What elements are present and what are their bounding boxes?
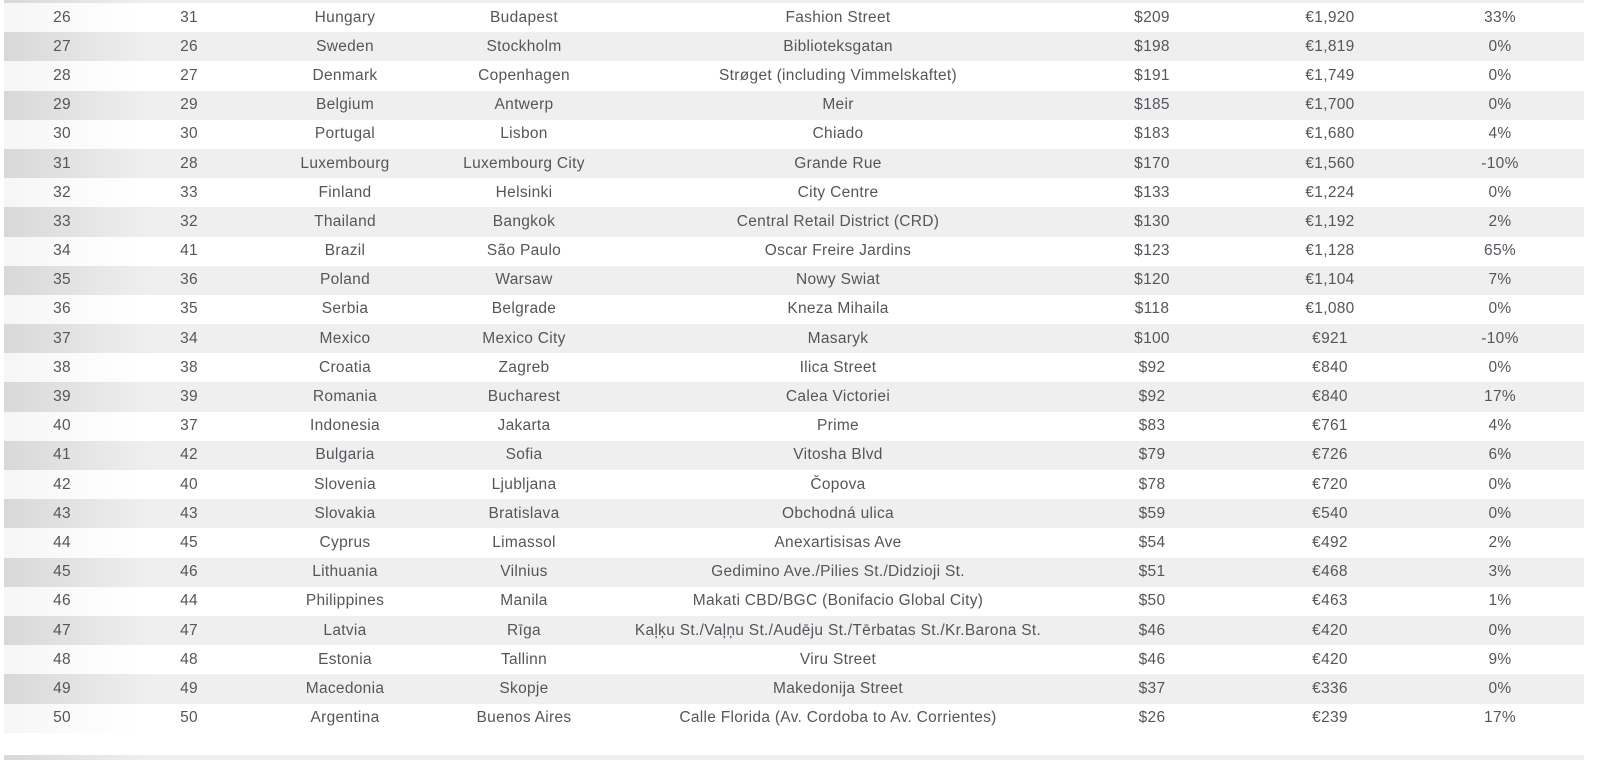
cell-country: Bulgaria [315, 446, 375, 464]
cell-rank: 35 [53, 271, 71, 289]
cell-country: Indonesia [310, 417, 380, 435]
cell-previous-rank: 44 [180, 592, 198, 610]
table-row [4, 441, 1584, 470]
table-row [4, 324, 1584, 353]
cell-city: Helsinki [495, 183, 553, 201]
cell-country: Slovakia [314, 504, 376, 522]
cell-country: Estonia [318, 650, 372, 668]
cell-city: Lisbon [500, 125, 548, 143]
cell-rent-usd: $185 [1134, 96, 1170, 114]
cell-street: Calea Victoriei [785, 388, 891, 406]
cell-previous-rank: 39 [180, 388, 198, 406]
cell-previous-rank: 41 [180, 242, 198, 260]
cell-rent-usd: $46 [1138, 621, 1166, 639]
cell-percent-change: 0% [1488, 300, 1512, 318]
cell-previous-rank: 49 [180, 679, 198, 697]
cell-rent-eur: €1,104 [1305, 271, 1355, 289]
cell-rent-usd: $54 [1138, 533, 1166, 551]
cell-rent-usd: $26 [1138, 709, 1166, 727]
cell-city: Budapest [490, 8, 558, 26]
cell-previous-rank: 27 [180, 66, 198, 84]
cell-city: Warsaw [495, 271, 553, 289]
cell-rent-eur: €1,749 [1305, 66, 1355, 84]
cell-previous-rank: 30 [180, 125, 198, 143]
cell-country: Brazil [324, 242, 366, 260]
cell-city: Rīga [507, 621, 541, 639]
cell-percent-change: 7% [1488, 271, 1512, 289]
cell-country: Hungary [314, 8, 376, 26]
cell-previous-rank: 37 [180, 417, 198, 435]
rent-ranking-table [4, 3, 1584, 733]
cell-country: Slovenia [314, 475, 376, 493]
cell-street: Vitosha Blvd [793, 446, 883, 464]
table-row [4, 645, 1584, 674]
cell-percent-change: 2% [1488, 212, 1512, 230]
cell-previous-rank: 50 [180, 709, 198, 727]
cell-previous-rank: 31 [180, 8, 198, 26]
cell-previous-rank: 43 [180, 504, 198, 522]
cell-country: Argentina [310, 709, 380, 727]
cell-rank: 39 [53, 388, 71, 406]
cell-rent-usd: $83 [1138, 417, 1166, 435]
cell-previous-rank: 35 [180, 300, 198, 318]
cell-city: Limassol [492, 533, 556, 551]
cell-rent-eur: €840 [1312, 358, 1348, 376]
cell-rank: 49 [53, 679, 71, 697]
table-row [4, 120, 1584, 149]
cell-rent-usd: $133 [1134, 183, 1170, 201]
cell-rent-eur: €840 [1312, 388, 1348, 406]
cell-rent-eur: €239 [1312, 709, 1348, 727]
cell-city: Stockholm [486, 37, 562, 55]
cell-rent-usd: $183 [1134, 125, 1170, 143]
cell-rank: 30 [53, 125, 71, 143]
cell-rent-eur: €463 [1312, 592, 1348, 610]
table-row [4, 353, 1584, 382]
next-row-partial-band [4, 755, 1584, 760]
cell-percent-change: 0% [1488, 621, 1512, 639]
table-row [4, 207, 1584, 236]
cell-percent-change: 3% [1488, 563, 1512, 581]
cell-percent-change: 9% [1488, 650, 1512, 668]
cell-rank: 32 [53, 183, 71, 201]
cell-street: Calle Florida (Av. Cordoba to Av. Corrientes) [679, 709, 997, 727]
cell-percent-change: 33% [1484, 8, 1516, 26]
cell-percent-change: -10% [1481, 154, 1519, 172]
table-row [4, 616, 1584, 645]
cell-country: Belgium [315, 96, 375, 114]
cell-city: Luxembourg City [463, 154, 585, 172]
cell-city: Buenos Aires [476, 709, 572, 727]
cell-city: Copenhagen [478, 66, 570, 84]
cell-street: Anexartisisas Ave [774, 533, 902, 551]
cell-country: Luxembourg [300, 154, 390, 172]
cell-rank: 45 [53, 563, 71, 581]
cell-country: Finland [318, 183, 372, 201]
cell-city: Skopje [499, 679, 549, 697]
cell-rent-usd: $79 [1138, 446, 1166, 464]
cell-percent-change: -10% [1481, 329, 1519, 347]
cell-percent-change: 17% [1484, 709, 1516, 727]
cell-street: Chiado [812, 125, 864, 143]
table-row [4, 178, 1584, 207]
cell-country: Poland [319, 271, 371, 289]
cell-rent-eur: €1,080 [1305, 300, 1355, 318]
cell-street: City Centre [797, 183, 879, 201]
cell-city: Antwerp [494, 96, 554, 114]
table-row [4, 149, 1584, 178]
cell-country: Philippines [305, 592, 385, 610]
cell-rank: 44 [53, 533, 71, 551]
cell-rank: 41 [53, 446, 71, 464]
cell-percent-change: 6% [1488, 446, 1512, 464]
cell-city: Manila [500, 592, 548, 610]
cell-street: Čopova [810, 475, 866, 493]
cell-city: Tallinn [500, 650, 548, 668]
cell-rank: 36 [53, 300, 71, 318]
cell-country: Denmark [312, 66, 378, 84]
cell-rent-eur: €726 [1312, 446, 1348, 464]
cell-rent-usd: $50 [1138, 592, 1166, 610]
cell-street: Prime [817, 417, 859, 435]
cell-rent-eur: €1,128 [1305, 242, 1355, 260]
cell-rent-usd: $100 [1134, 329, 1170, 347]
table-row [4, 382, 1584, 411]
cell-city: Bratislava [488, 504, 560, 522]
cell-street: Fashion Street [785, 8, 891, 26]
cell-rent-eur: €761 [1312, 417, 1348, 435]
table-row [4, 3, 1584, 32]
cell-rank: 26 [53, 8, 71, 26]
cell-percent-change: 0% [1488, 504, 1512, 522]
cell-percent-change: 4% [1488, 125, 1512, 143]
cell-previous-rank: 46 [180, 563, 198, 581]
cell-rank: 48 [53, 650, 71, 668]
cell-percent-change: 0% [1488, 358, 1512, 376]
cell-rent-usd: $46 [1138, 650, 1166, 668]
cell-street: Nowy Swiat [796, 271, 880, 289]
cell-street: Oscar Freire Jardins [764, 242, 912, 260]
cell-city: Bangkok [492, 212, 556, 230]
cell-city: Mexico City [482, 329, 566, 347]
cell-street: Grande Rue [794, 154, 882, 172]
cell-rank: 29 [53, 96, 71, 114]
cell-rent-eur: €1,920 [1305, 8, 1355, 26]
cell-city: Zagreb [498, 358, 550, 376]
cell-rank: 31 [53, 154, 71, 172]
cell-street: Central Retail District (CRD) [736, 212, 940, 230]
table-row [4, 558, 1584, 587]
cell-rent-usd: $130 [1134, 212, 1170, 230]
cell-street: Kaļķu St./Vaļņu St./Audēju St./Tērbatas St./Kr.Barona St. [634, 621, 1042, 639]
cell-street: Ilica Street [799, 358, 877, 376]
cell-previous-rank: 28 [180, 154, 198, 172]
cell-rank: 42 [53, 475, 71, 493]
table-row [4, 528, 1584, 557]
cell-rent-eur: €420 [1312, 621, 1348, 639]
cell-rent-eur: €336 [1312, 679, 1348, 697]
cell-percent-change: 0% [1488, 183, 1512, 201]
cell-rent-usd: $191 [1134, 66, 1170, 84]
table-row [4, 266, 1584, 295]
cell-city: Bucharest [487, 388, 561, 406]
cell-rank: 50 [53, 709, 71, 727]
cell-rent-usd: $92 [1138, 388, 1166, 406]
cell-rent-usd: $59 [1138, 504, 1166, 522]
table-row [4, 237, 1584, 266]
cell-rent-usd: $120 [1134, 271, 1170, 289]
cell-country: Latvia [323, 621, 367, 639]
cell-previous-rank: 33 [180, 183, 198, 201]
cell-rank: 40 [53, 417, 71, 435]
cell-rent-usd: $170 [1134, 154, 1170, 172]
cell-percent-change: 0% [1488, 96, 1512, 114]
cell-city: Ljubljana [491, 475, 557, 493]
cell-previous-rank: 48 [180, 650, 198, 668]
table-row [4, 587, 1584, 616]
cell-city: Jakarta [497, 417, 551, 435]
table-row [4, 704, 1584, 733]
cell-country: Portugal [314, 125, 376, 143]
cell-percent-change: 2% [1488, 533, 1512, 551]
cell-rank: 47 [53, 621, 71, 639]
cell-percent-change: 65% [1484, 242, 1516, 260]
cell-rent-eur: €720 [1312, 475, 1348, 493]
cell-country: Cyprus [319, 533, 371, 551]
cell-street: Viru Street [799, 650, 877, 668]
cell-rank: 27 [53, 37, 71, 55]
table-row [4, 91, 1584, 120]
cell-rent-usd: $37 [1138, 679, 1166, 697]
cell-street: Biblioteksgatan [783, 37, 893, 55]
cell-rent-eur: €1,700 [1305, 96, 1355, 114]
cell-country: Romania [312, 388, 378, 406]
cell-rank: 46 [53, 592, 71, 610]
cell-country: Lithuania [312, 563, 378, 581]
cell-street: Meir [822, 96, 854, 114]
cell-rent-eur: €468 [1312, 563, 1348, 581]
table-row [4, 32, 1584, 61]
cell-previous-rank: 34 [180, 329, 198, 347]
table-row [4, 674, 1584, 703]
cell-rent-eur: €1,192 [1305, 212, 1355, 230]
cell-percent-change: 1% [1488, 592, 1512, 610]
cell-previous-rank: 42 [180, 446, 198, 464]
cell-rent-usd: $198 [1134, 37, 1170, 55]
cell-rent-usd: $51 [1138, 563, 1166, 581]
cell-street: Strøget (including Vimmelskaftet) [719, 66, 957, 84]
cell-previous-rank: 40 [180, 475, 198, 493]
cell-country: Thailand [314, 212, 376, 230]
cell-country: Croatia [318, 358, 372, 376]
cell-rent-usd: $118 [1134, 300, 1170, 318]
table-row [4, 295, 1584, 324]
cell-street: Kneza Mihaila [787, 300, 889, 318]
cell-street: Gedimino Ave./Pilies St./Didzioji St. [711, 563, 965, 581]
cell-rent-eur: €492 [1312, 533, 1348, 551]
cell-city: São Paulo [486, 242, 562, 260]
cell-country: Mexico [319, 329, 371, 347]
cell-rank: 34 [53, 242, 71, 260]
cell-rent-eur: €1,680 [1305, 125, 1355, 143]
cell-percent-change: 0% [1488, 475, 1512, 493]
cell-percent-change: 17% [1484, 388, 1516, 406]
cell-percent-change: 4% [1488, 417, 1512, 435]
cell-rent-usd: $78 [1138, 475, 1166, 493]
table-row [4, 412, 1584, 441]
cell-country: Serbia [321, 300, 369, 318]
cell-city: Vilnius [500, 563, 548, 581]
cell-rent-usd: $92 [1138, 358, 1166, 376]
cell-rent-eur: €921 [1312, 329, 1348, 347]
cell-rank: 38 [53, 358, 71, 376]
cell-rent-eur: €1,560 [1305, 154, 1355, 172]
table-row [4, 470, 1584, 499]
cell-previous-rank: 26 [180, 37, 198, 55]
cell-rank: 33 [53, 212, 71, 230]
cell-street: Makedonija Street [772, 679, 904, 697]
cell-percent-change: 0% [1488, 66, 1512, 84]
cell-percent-change: 0% [1488, 679, 1512, 697]
cell-previous-rank: 29 [180, 96, 198, 114]
cell-rent-usd: $209 [1134, 8, 1170, 26]
cell-city: Sofia [505, 446, 543, 464]
cell-previous-rank: 47 [180, 621, 198, 639]
cell-rank: 28 [53, 66, 71, 84]
cell-previous-rank: 45 [180, 533, 198, 551]
cell-rent-eur: €540 [1312, 504, 1348, 522]
cell-street: Obchodná ulica [782, 504, 894, 522]
cell-rank: 43 [53, 504, 71, 522]
cell-street: Masaryk [807, 329, 869, 347]
cell-rent-eur: €1,819 [1305, 37, 1355, 55]
cell-rank: 37 [53, 329, 71, 347]
cell-percent-change: 0% [1488, 37, 1512, 55]
table-row [4, 61, 1584, 90]
cell-rent-eur: €1,224 [1305, 183, 1355, 201]
table-row [4, 499, 1584, 528]
cell-previous-rank: 38 [180, 358, 198, 376]
cell-country: Sweden [316, 37, 374, 55]
cell-street: Makati CBD/BGC (Bonifacio Global City) [692, 592, 984, 610]
cell-previous-rank: 36 [180, 271, 198, 289]
cell-rent-eur: €420 [1312, 650, 1348, 668]
cell-city: Belgrade [491, 300, 557, 318]
cell-rent-usd: $123 [1134, 242, 1170, 260]
cell-country: Macedonia [305, 679, 385, 697]
cell-previous-rank: 32 [180, 212, 198, 230]
